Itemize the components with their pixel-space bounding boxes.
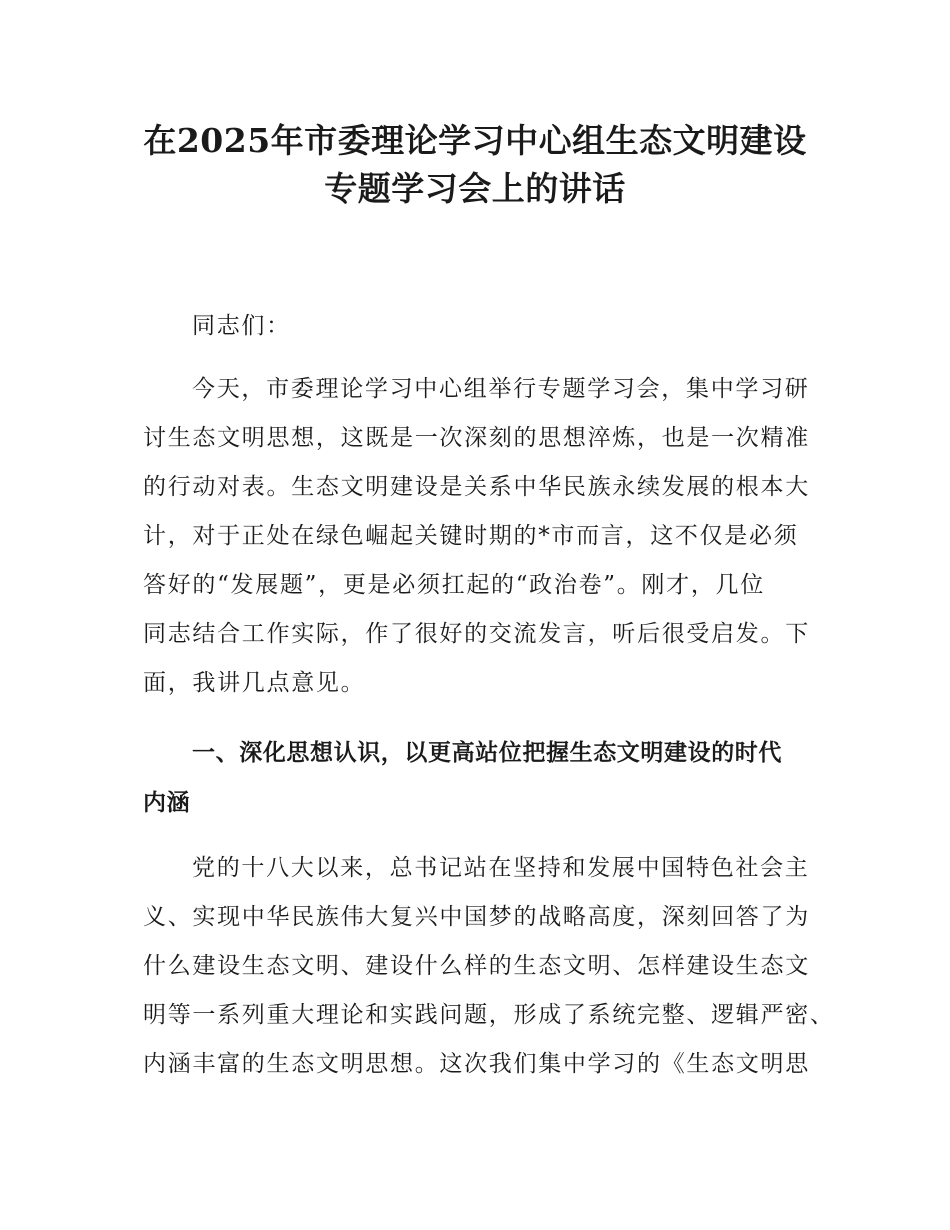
section-paragraph-line-3: 什么建设生态文明、建设什么样的生态文明、怎样建设生态文 — [143, 953, 810, 979]
intro-line-2: 讨生态文明思想，这既是一次深刻的思想淬炼，也是一次精准 — [143, 425, 810, 451]
intro-line-7: 面，我讲几点意见。 — [143, 670, 366, 696]
intro-line-5: 答好的“发展题”，更是必须扛起的“政治卷”。刚才，几位 — [143, 572, 765, 598]
section-paragraph-line-4: 明等一系列重大理论和实践问题，形成了系统完整、逻辑严密、 — [143, 1002, 835, 1028]
section-heading-line-2: 内涵 — [143, 790, 191, 816]
document-title-line-1: 在2025年市委理论学习中心组生态文明建设 — [143, 121, 807, 160]
section-paragraph-line-1: 党的十八大以来，总书记站在坚持和发展中国特色社会主 — [192, 855, 810, 881]
intro-line-3: 的行动对表。生态文明建设是关系中华民族永续发展的根本大 — [143, 474, 810, 500]
salutation: 同志们： — [192, 313, 291, 339]
section-heading-line-1: 一、深化思想认识，以更高站位把握生态文明建设的时代 — [192, 740, 782, 766]
intro-line-6: 同志结合工作实际，作了很好的交流发言，听后很受启发。下 — [143, 621, 810, 647]
section-paragraph-line-2: 义、实现中华民族伟大复兴中国梦的战略高度，深刻回答了为 — [143, 904, 810, 930]
intro-line-1: 今天，市委理论学习中心组举行专题学习会，集中学习研 — [192, 376, 810, 402]
intro-line-4: 计，对于正处在绿色崛起关键时期的*市而言，这不仅是必须 — [143, 523, 799, 549]
section-paragraph-line-5: 内涵丰富的生态文明思想。这次我们集中学习的《生态文明思 — [143, 1051, 810, 1077]
document-title-line-2: 专题学习会上的讲话 — [324, 169, 626, 208]
